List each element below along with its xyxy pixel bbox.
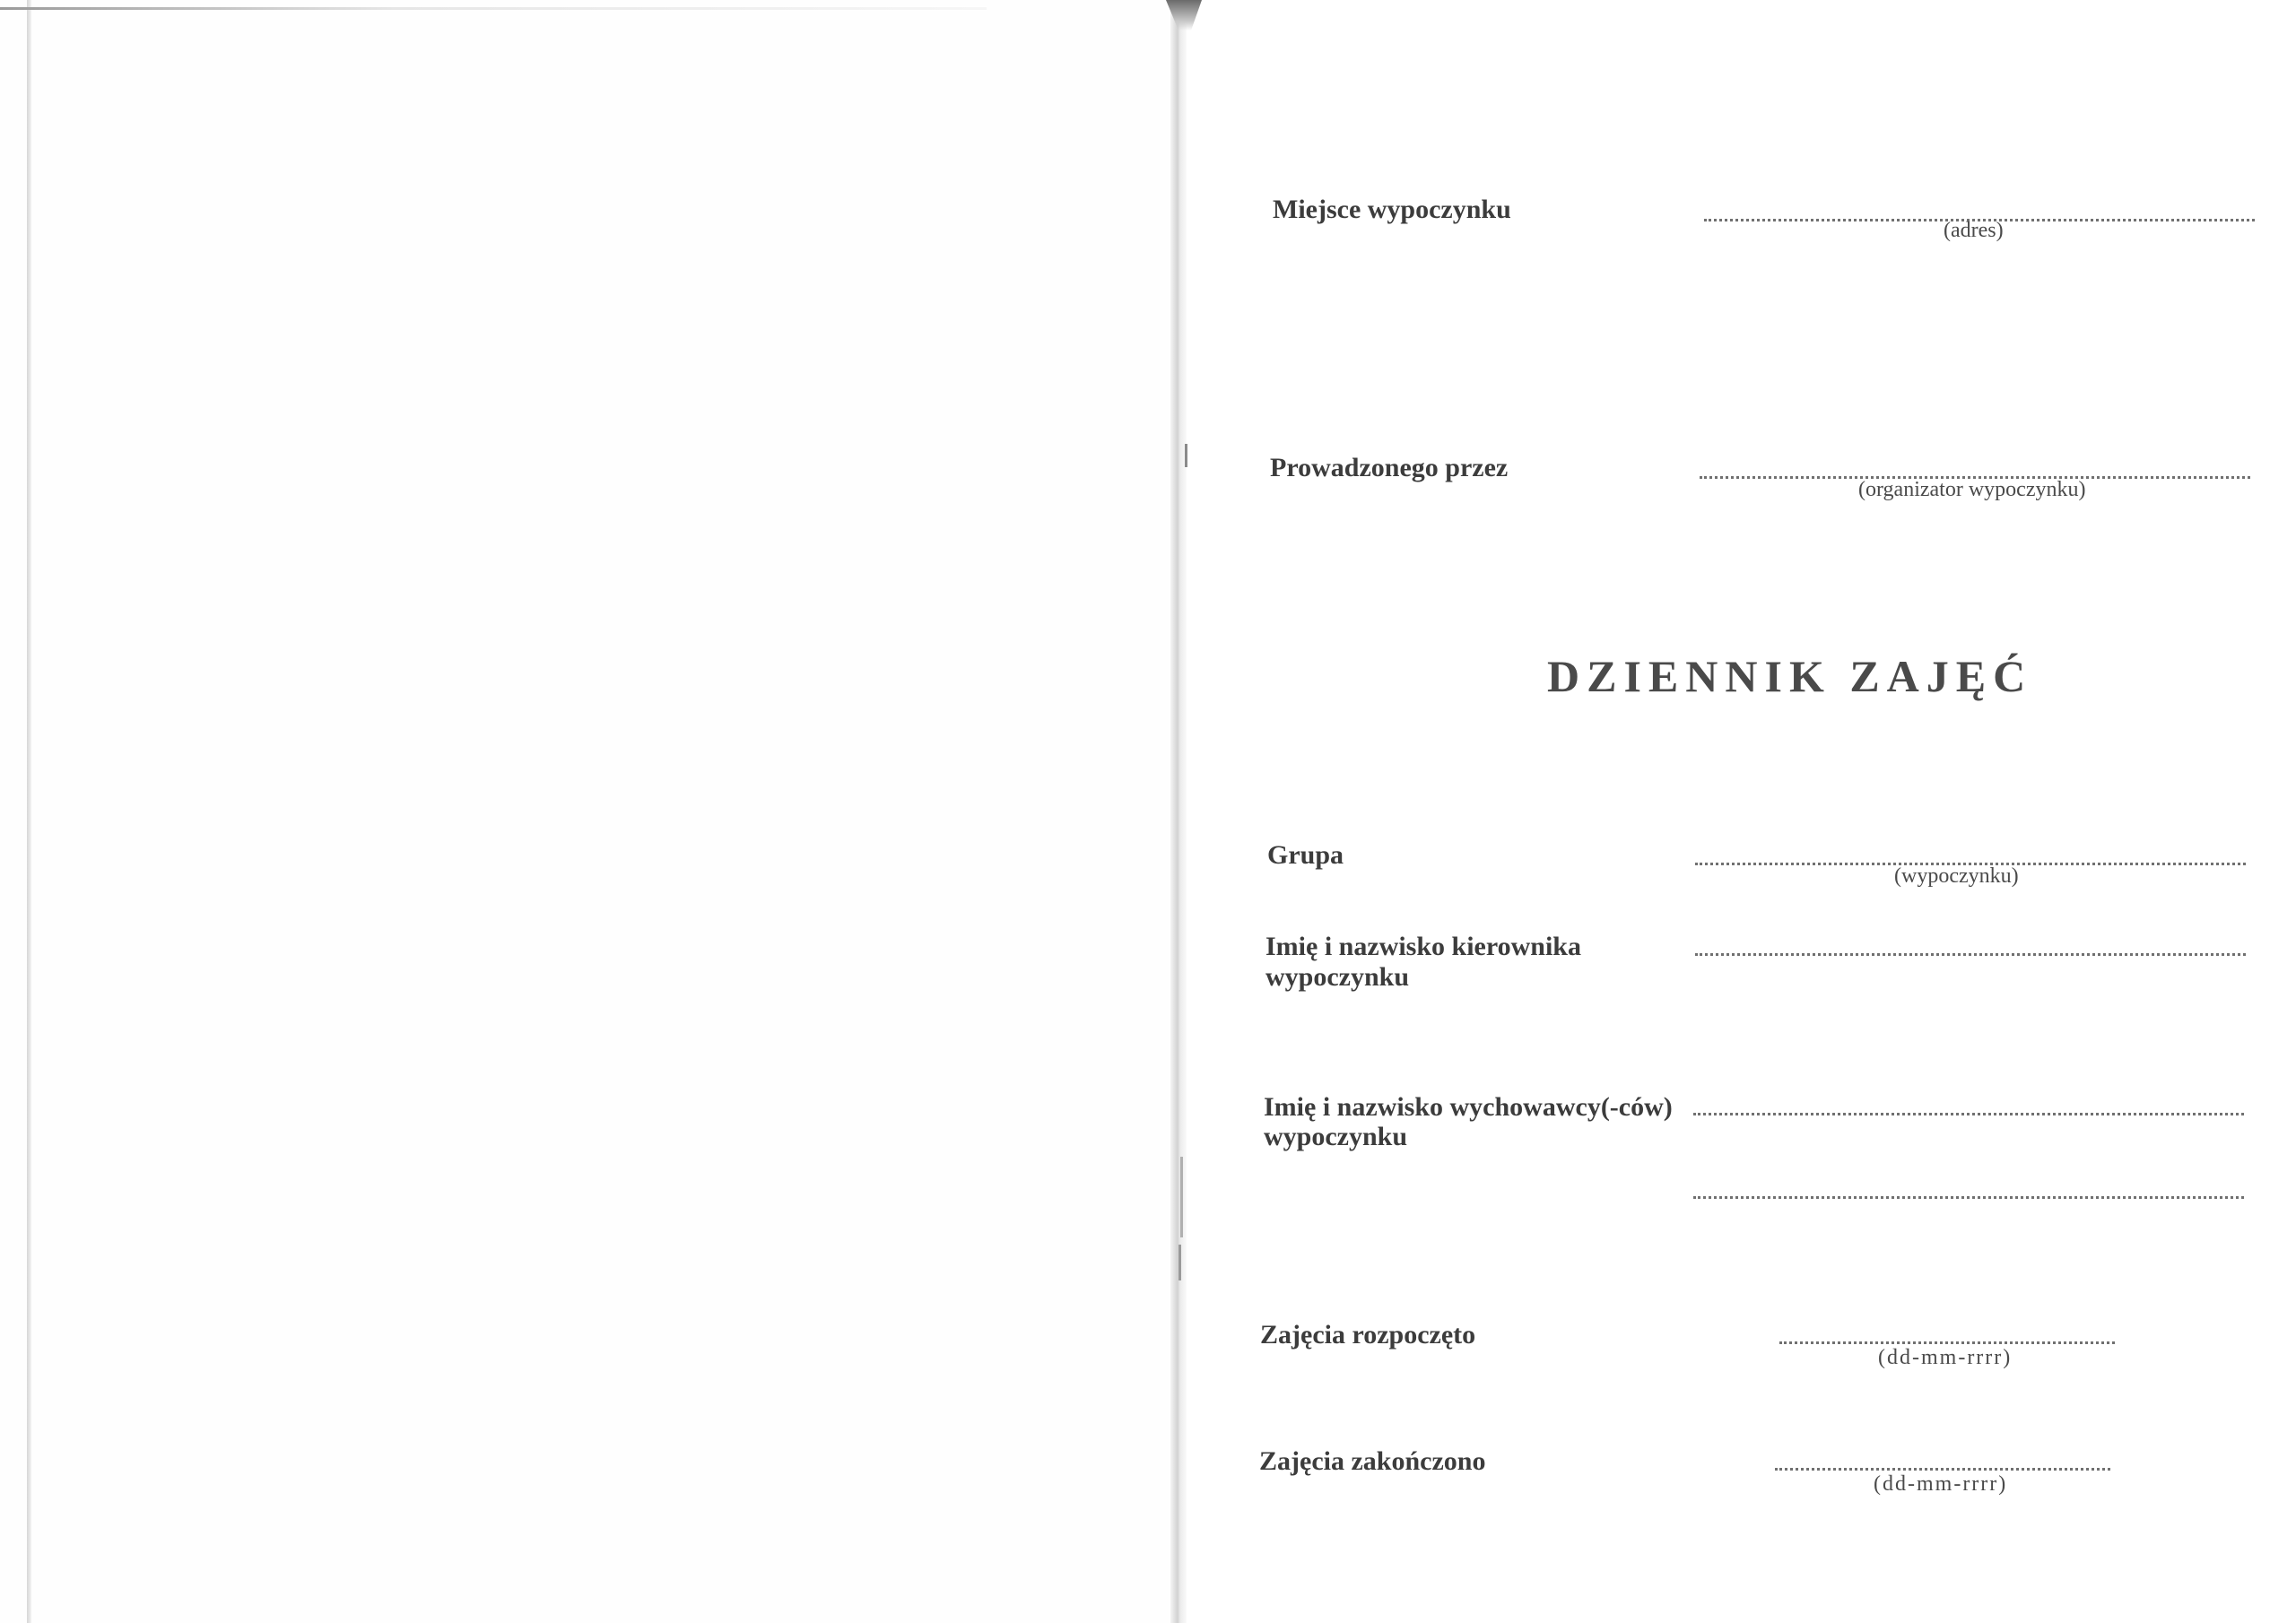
ended-label: Zajęcia zakończono [1259,1446,1486,1476]
started-hint: (dd-mm-rrrr) [1878,1346,2013,1369]
top-page-edge [0,7,987,10]
educators-dotted-line-2 [1693,1196,2244,1199]
place-label: Miejsce wypoczynku [1273,195,1511,224]
manager-label-line1: Imię i nazwisko kierownika [1265,932,1581,961]
group-label: Grupa [1267,840,1344,870]
binding-mark [1185,444,1187,467]
right-page [1178,0,2296,1623]
manager-label-line2: wypoczynku [1265,962,1410,992]
group-hint: (wypoczynku) [1894,864,2019,888]
educators-label-line1: Imię i nazwisko wychowawcy(-ców) [1264,1092,1673,1122]
left-page-edge [27,0,31,1623]
educators-label-line2: wypoczynku [1264,1122,1408,1151]
binding-mark [1178,1245,1181,1280]
binding-gutter [1170,0,1187,1623]
ended-dotted-line [1775,1468,2110,1471]
started-label: Zajęcia rozpoczęto [1260,1320,1476,1350]
run-by-label: Prowadzonego przez [1270,453,1509,482]
place-hint: (adres) [1944,219,2004,242]
binding-mark [1180,1157,1183,1237]
run-by-hint: (organizator wypoczynku) [1858,478,2086,501]
educators-dotted-line-1 [1693,1113,2244,1115]
page-title: DZIENNIK ZAJĘĆ [1547,651,2033,701]
manager-dotted-line [1695,953,2246,956]
ended-hint: (dd-mm-rrrr) [1874,1472,2008,1496]
started-dotted-line [1779,1341,2115,1344]
